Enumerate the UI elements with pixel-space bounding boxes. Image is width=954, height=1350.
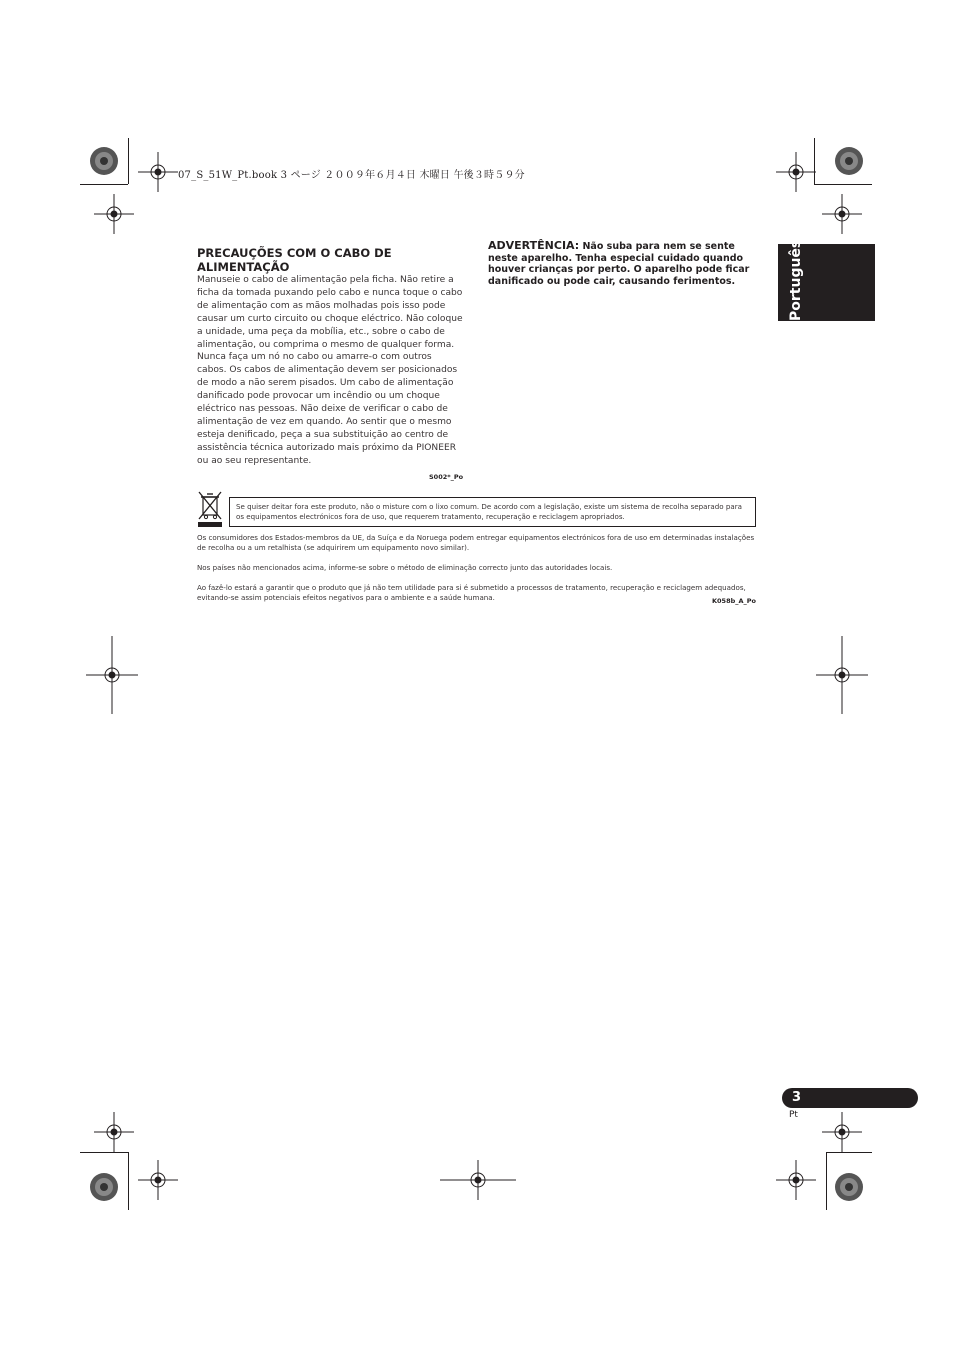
registration-sunburst-icon <box>834 146 864 176</box>
language-tab-label: Português <box>788 239 804 321</box>
crosshair-mark-icon <box>776 152 816 192</box>
disposal-paragraph: Os consumidores dos Estados-membros da UE, da Suíça e da Noruega podem entregar equipamentos electrónicos fora de uso em determinadas instalações de recolha ou a um retalhista (se adquirirem um equipamento novo similar). <box>197 533 755 552</box>
warning-block <box>488 240 760 287</box>
crop-line <box>128 1152 129 1210</box>
page-number: 3 <box>792 1090 802 1105</box>
disposal-code: K058b_A_Po <box>712 597 757 605</box>
crosshair-mark-icon <box>440 1160 516 1200</box>
crosshair-mark-icon <box>94 194 134 234</box>
page-language-code: Pt <box>789 1110 798 1120</box>
warning-lead: ADVERTÊNCIA: <box>488 239 580 252</box>
crossed-bin-icon <box>196 490 224 528</box>
crosshair-mark-icon <box>138 152 178 192</box>
section-code: S002*_Po <box>429 473 464 481</box>
crop-line <box>826 1152 872 1153</box>
file-info-line: 07_S_51W_Pt.book 3 ページ ２００９年６月４日 木曜日 午後３時５９分 <box>178 170 525 181</box>
disposal-notice-box <box>229 497 756 527</box>
page-number-badge <box>782 1088 918 1108</box>
crop-line <box>826 1152 827 1210</box>
section-body-text: Manuseie o cabo de alimentação pela ficha. Não retire a ficha da tomada puxando pelo cabo e nunca toque o cabo de alimentação com as mãos molhadas pois isso pode causar um curto circuito ou choque eléctrico. Não coloque a unidade, uma peça da mobília, etc., sobre o cabo de alimentação, ou comprima o mesmo de qualquer forma. Nunca faça um nó no cabo ou amarre-o com outros cabos. Os cabos de alimentação devem ser posicionados de modo a não serem pisados. Um cabo de alimentação danificado pode provocar um incêndio ou um choque eléctrico nas pessoas. Não deixe de verificar o cabo de alimentação de vez em quando. Ao sentir que o mesmo esteja denificado, peça a sua substituição ao centro de assistência técnica autorizado mais próximo da PIONEER ou ao seu representante. <box>197 275 463 466</box>
registration-sunburst-icon <box>89 1172 119 1202</box>
crop-line <box>80 1152 128 1153</box>
crop-line <box>814 184 872 185</box>
crosshair-mark-icon <box>138 1160 178 1200</box>
crosshair-mark-icon <box>816 636 868 714</box>
crop-line <box>128 138 129 184</box>
crosshair-mark-icon <box>94 1112 134 1152</box>
disposal-notice-text: Se quiser deitar fora este produto, não o misture com o lixo comum. De acordo com a legislação, existe um sistema de recolha separado para os equipamentos electrónicos fora de uso, que requerem tratamento, recuperação e reciclagem apropriados. <box>236 502 742 521</box>
registration-sunburst-icon <box>89 146 119 176</box>
warning-text: Não suba para nem se sente neste aparelho. Tenha especial cuidado quando houver crianças por perto. O aparelho pode ficar danificado ou pode cair, causando ferimentos. <box>488 241 750 287</box>
crosshair-mark-icon <box>86 636 138 714</box>
section-title: PRECAUÇÕES COM O CABO DE ALIMENTAÇÃO <box>197 246 392 274</box>
registration-sunburst-icon <box>834 1172 864 1202</box>
language-tab <box>778 239 875 321</box>
crosshair-mark-icon <box>822 1112 862 1152</box>
crosshair-mark-icon <box>822 194 862 234</box>
crop-line <box>80 184 128 185</box>
disposal-paragraph: Ao fazê-lo estará a garantir que o produto que já não tem utilidade para si é submetido a processos de tratamento, recuperação e reciclagem adequados, evitando-se assim potenciais efeitos negativos para o ambiente e a saúde humana. <box>197 583 746 602</box>
section-body <box>197 274 463 468</box>
crosshair-mark-icon <box>776 1160 816 1200</box>
disposal-paragraph: Nos países não mencionados acima, informe-se sobre o método de eliminação correcto junto das autoridades locais. <box>197 563 613 572</box>
